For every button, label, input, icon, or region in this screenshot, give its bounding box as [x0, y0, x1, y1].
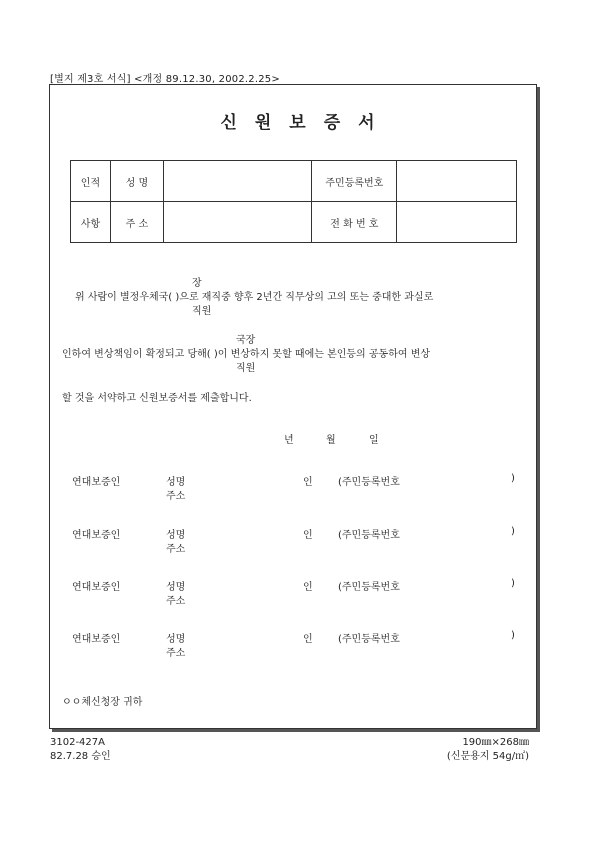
- line2-below-option: 직원: [236, 363, 256, 374]
- date-month: 월: [326, 435, 336, 446]
- guarantor-resident-open: (주민등록번호: [338, 582, 400, 593]
- phone-field[interactable]: [397, 202, 517, 243]
- guarantor-address-label: 주소: [166, 596, 186, 607]
- guarantor-resident-open: (주민등록번호: [338, 530, 400, 541]
- guarantor-resident-open: (주민등록번호: [338, 634, 400, 645]
- paper-size: 190㎜×268㎜: [462, 737, 529, 748]
- personal-info-table: [70, 160, 517, 243]
- group-label-top: 인적: [71, 161, 111, 202]
- guarantor-role: 연대보증인: [72, 530, 121, 541]
- guarantor-address-label: 주소: [166, 648, 186, 659]
- guarantor-seal: 인: [303, 634, 313, 645]
- guarantor-seal: 인: [303, 582, 313, 593]
- body-line-3: 할 것을 서약하고 신원보증서를 제출합니다.: [62, 393, 252, 404]
- footer-right: [447, 736, 529, 764]
- approval-date: 82.7.28 승인: [50, 751, 111, 762]
- group-label-bottom: 사항: [71, 202, 111, 243]
- paper-type: (신문용지 54g/㎡): [446, 751, 529, 762]
- guarantor-name-label: 성명: [166, 530, 186, 541]
- guarantor-resident-open: (주민등록번호: [338, 477, 400, 488]
- guarantor-name-label: 성명: [166, 634, 186, 645]
- line2-above-option: 국장: [236, 335, 256, 346]
- resident-number-label: 주민등록번호: [312, 161, 397, 202]
- address-label: 주 소: [110, 202, 163, 243]
- guarantor-name-label: 성명: [166, 477, 186, 488]
- guarantor-role: 연대보증인: [72, 634, 121, 645]
- page-title: 신원보증서: [220, 113, 393, 133]
- address-field[interactable]: [163, 202, 312, 243]
- guarantor-seal: 인: [303, 477, 313, 488]
- footer-left: [50, 736, 111, 764]
- date-day: 일: [369, 435, 379, 446]
- phone-label: 전 화 번 호: [312, 202, 397, 243]
- line1-below-option: 직원: [192, 306, 212, 317]
- form-number: 3102-427A: [50, 737, 105, 748]
- guarantor-address-label: 주소: [166, 491, 186, 502]
- guarantor-name-label: 성명: [166, 582, 186, 593]
- form-header-note: [별지 제3호 서식] <개정 89.12.30, 2002.2.25>: [50, 74, 280, 85]
- name-label: 성 명: [110, 161, 163, 202]
- guarantor-role: 연대보증인: [72, 477, 121, 488]
- body-line-1: 위 사람이 별정우체국( )으로 재직중 향후 2년간 직무상의 고의 또는 중대한 과실로: [75, 292, 434, 303]
- guarantor-resident-close: ): [511, 526, 515, 537]
- date-year: 년: [284, 435, 294, 446]
- guarantor-resident-close: ): [511, 578, 515, 589]
- resident-number-field[interactable]: [397, 161, 517, 202]
- body-line-2: 인하여 변상책임이 확정되고 당해( )이 변상하지 못할 때에는 본인등의 공동하여 변상: [62, 349, 431, 360]
- guarantor-resident-close: ): [511, 630, 515, 641]
- addressee: ㅇㅇ체신청장 귀하: [62, 697, 143, 708]
- name-field[interactable]: [163, 161, 312, 202]
- guarantor-address-label: 주소: [166, 544, 186, 555]
- line1-above-option: 장: [192, 278, 202, 289]
- guarantor-resident-close: ): [511, 473, 515, 484]
- guarantor-seal: 인: [303, 530, 313, 541]
- guarantor-role: 연대보증인: [72, 582, 121, 593]
